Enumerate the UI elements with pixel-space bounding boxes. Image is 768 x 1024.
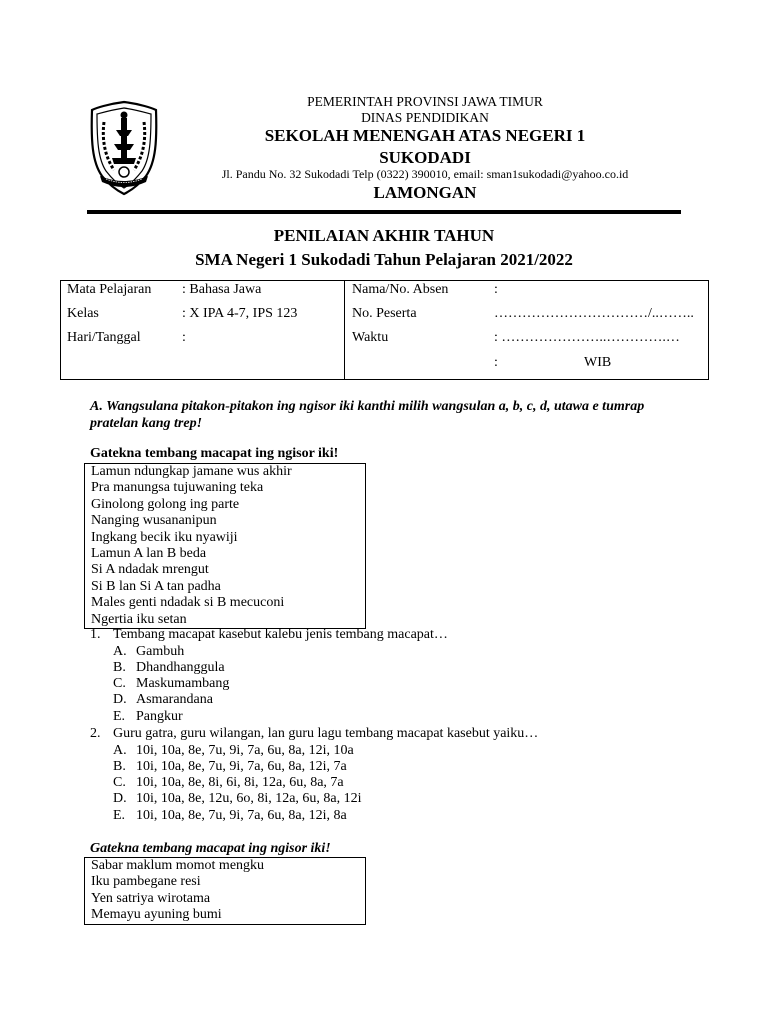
option-text: 10i, 10a, 8e, 8i, 6i, 8i, 12a, 6u, 8a, 7a bbox=[136, 775, 344, 791]
answer-option[interactable] bbox=[113, 644, 229, 660]
hari-label: Hari/Tanggal bbox=[67, 330, 141, 345]
option-text: Dhandhanggula bbox=[136, 659, 225, 675]
answer-option[interactable] bbox=[113, 759, 362, 775]
option-letter: E. bbox=[113, 708, 126, 724]
kelas-label: Kelas bbox=[67, 306, 99, 321]
poem-line: Si B lan Si A tan padha bbox=[91, 578, 221, 594]
waktu-label: Waktu bbox=[352, 330, 389, 345]
school-city: LAMONGAN bbox=[373, 183, 477, 202]
exam-title: PENILAIAN AKHIR TAHUN bbox=[273, 226, 495, 245]
question-text: Guru gatra, guru wilangan, lan guru lagu tembang macapat kasebut yaiku… bbox=[113, 726, 539, 741]
mapel-label: Mata Pelajaran bbox=[67, 282, 152, 297]
option-text: Maskumambang bbox=[136, 676, 230, 692]
answer-option[interactable] bbox=[113, 743, 362, 759]
option-letter: C. bbox=[113, 775, 126, 791]
answer-option[interactable] bbox=[113, 692, 229, 708]
poem-box-1 bbox=[84, 463, 366, 629]
poem-line: Ingkang becik iku nyawiji bbox=[91, 529, 238, 545]
question-number: 1. bbox=[90, 627, 101, 642]
peserta-value: ……………………………/..…….. bbox=[494, 306, 694, 321]
poem-line: Ngertia iku setan bbox=[91, 611, 187, 627]
poem-line: Males genti ndadak si B mecuconi bbox=[91, 595, 285, 611]
info-divider bbox=[344, 281, 345, 379]
option-letter: A. bbox=[113, 742, 127, 758]
answer-option[interactable] bbox=[113, 660, 229, 676]
exam-subtitle: SMA Negeri 1 Sukodadi Tahun Pelajaran 2021/2022 bbox=[195, 250, 573, 269]
school-name-2: SUKODADI bbox=[379, 148, 471, 167]
answer-options bbox=[113, 644, 229, 725]
question-number: 2. bbox=[90, 726, 101, 741]
header-rule bbox=[87, 210, 681, 214]
header-line-2: DINAS PENDIDIKAN bbox=[361, 110, 489, 125]
poem-line: Yen satriya wirotama bbox=[91, 890, 211, 906]
poem-box-2 bbox=[84, 857, 366, 925]
school-name: SEKOLAH MENENGAH ATAS NEGERI 1 bbox=[264, 126, 586, 145]
answer-option[interactable] bbox=[113, 791, 362, 807]
waktu2-colon: : bbox=[494, 355, 498, 370]
hari-value: : bbox=[182, 330, 186, 345]
section2-heading: Gatekna tembang macapat ing ngisor iki! bbox=[90, 841, 331, 856]
question-2 bbox=[90, 726, 538, 742]
answer-option[interactable] bbox=[113, 676, 229, 692]
question-1 bbox=[90, 627, 448, 643]
student-info-table bbox=[60, 280, 709, 380]
kelas-value: : X IPA 4-7, IPS 123 bbox=[182, 306, 298, 321]
answer-option[interactable] bbox=[113, 775, 362, 791]
nama-value: : bbox=[494, 282, 498, 297]
section1-heading: Gatekna tembang macapat ing ngisor iki! bbox=[90, 446, 339, 461]
question-text: Tembang macapat kasebut kalebu jenis tembang macapat… bbox=[113, 627, 448, 642]
poem-line: Nanging wusananipun bbox=[91, 513, 217, 529]
option-text: Gambuh bbox=[136, 643, 185, 659]
poem-line: Si A ndadak mrengut bbox=[91, 562, 209, 578]
option-letter: B. bbox=[113, 758, 126, 774]
poem-line: Lamun ndungkap jamane wus akhir bbox=[91, 464, 292, 479]
option-letter: D. bbox=[113, 791, 127, 807]
answer-option[interactable] bbox=[113, 808, 362, 824]
header-line-1: PEMERINTAH PROVINSI JAWA TIMUR bbox=[307, 94, 543, 109]
poem-line: Pra manungsa tujuwaning teka bbox=[91, 480, 264, 496]
option-text: 10i, 10a, 8e, 12u, 6o, 8i, 12a, 6u, 8a, 12i bbox=[136, 791, 362, 807]
option-letter: B. bbox=[113, 659, 126, 675]
poem-line: Ginolong golong ing parte bbox=[91, 496, 240, 512]
waktu2-unit: WIB bbox=[584, 355, 612, 370]
option-letter: E. bbox=[113, 807, 126, 823]
nama-label: Nama/No. Absen bbox=[352, 282, 449, 297]
option-letter: D. bbox=[113, 692, 127, 708]
option-text: Asmarandana bbox=[136, 692, 213, 708]
option-letter: C. bbox=[113, 676, 126, 692]
option-letter: A. bbox=[113, 643, 127, 659]
mapel-value: : Bahasa Jawa bbox=[182, 282, 262, 297]
east-java-emblem-logo bbox=[88, 100, 160, 196]
peserta-label: No. Peserta bbox=[352, 306, 417, 321]
option-text: 10i, 10a, 8e, 7u, 9i, 7a, 6u, 8a, 12i, 8a bbox=[136, 807, 347, 823]
answer-options bbox=[113, 743, 362, 824]
option-text: Pangkur bbox=[136, 708, 183, 724]
poem-line: Sabar maklum momot mengku bbox=[91, 858, 265, 873]
option-text: 10i, 10a, 8e, 7u, 9i, 7a, 6u, 8a, 12i, 7a bbox=[136, 758, 347, 774]
poem-line: Lamun A lan B beda bbox=[91, 546, 207, 562]
school-address: Jl. Pandu No. 32 Sukodadi Telp (0322) 390010, email: sman1sukodadi@yahoo.co.id bbox=[221, 167, 629, 181]
poem-line: Memayu ayuning bumi bbox=[91, 907, 222, 923]
option-text: 10i, 10a, 8e, 7u, 9i, 7a, 6u, 8a, 12i, 10a bbox=[136, 742, 354, 758]
answer-option[interactable] bbox=[113, 709, 229, 725]
poem-line: Iku pambegane resi bbox=[91, 874, 201, 890]
instruction-text: A. Wangsulana pitakon-pitakon ing ngisor iki kanthi milih wangsulan a, b, c, d, utawa e tumrap pratelan kang trep! bbox=[90, 399, 645, 431]
waktu-value: : …………………..………….… bbox=[494, 330, 680, 345]
